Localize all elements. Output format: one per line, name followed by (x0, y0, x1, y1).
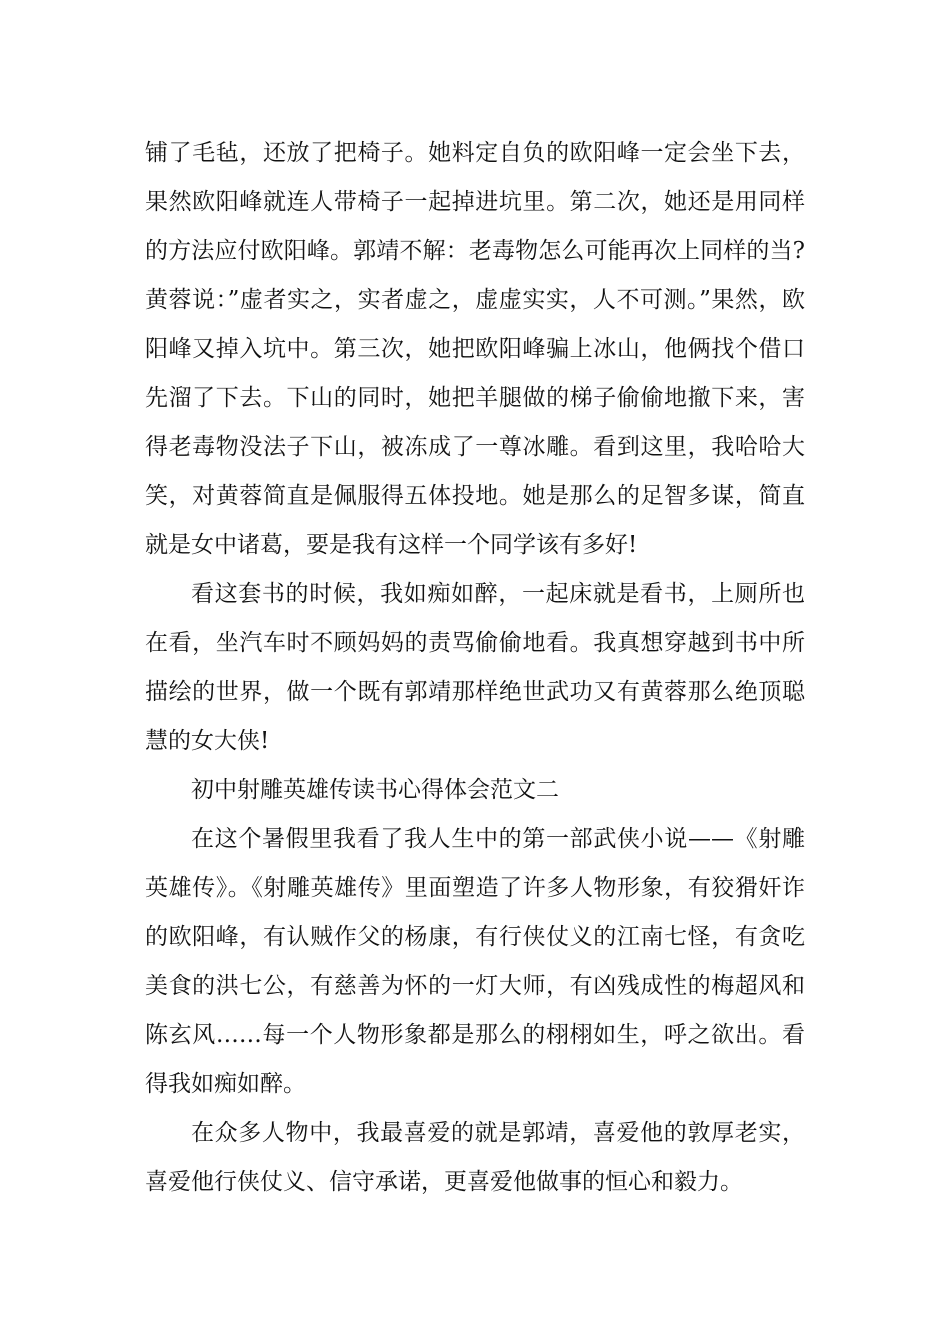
document-body (145, 129, 805, 1207)
paragraph: 看这套书的时候，我如痴如醉，一起床就是看书，上厕所也在看，坐汽车时不顾妈妈的责骂偷偷地看。我真想穿越到书中所描绘的世界，做一个既有郭靖那样绝世武功又有黄蓉那么绝顶聪慧的女大侠! (145, 581, 805, 754)
section-heading: 初中射雕英雄传读书心得体会范文二 (191, 777, 559, 803)
paragraph: 在众多人物中，我最喜爱的就是郭靖，喜爱他的敦厚老实，喜爱他行侠仗义、信守承诺，更喜爱他做事的恒心和毅力。 (145, 1120, 805, 1195)
paragraph-continued: 铺了毛毡，还放了把椅子。她料定自负的欧阳峰一定会坐下去，果然欧阳峰就连人带椅子一起掉进坑里。第二次，她还是用同样的方法应付欧阳峰。郭靖不解：老毒物怎么可能再次上同样的当?黄蓉说：”虚者实之，实者虚之，虚虚实实，人不可测。”果然，欧阳峰又掉入坑中。第三次，她把欧阳峰骗上冰山，他俩找个借口先溜了下去。下山的同时，她把羊腿做的梯子偷偷地撤下来，害得老毒物没法子下山，被冻成了一尊冰雕。看到这里，我哈哈大笑，对黄蓉简直是佩服得五体投地。她是那么的足智多谋，简直就是女中诸葛，要是我有这样一个同学该有多好! (145, 140, 805, 558)
paragraph: 在这个暑假里我看了我人生中的第一部武侠小说——《射雕英雄传》。《射雕英雄传》里面塑造了许多人物形象，有狡猾奸诈的欧阳峰，有认贼作父的杨康，有行侠仗义的江南七怪，有贪吃美食的洪七公，有慈善为怀的一灯大师，有凶残成性的梅超风和陈玄风……每一个人物形象都是那么的栩栩如生，呼之欲出。看得我如痴如醉。 (145, 826, 805, 1097)
